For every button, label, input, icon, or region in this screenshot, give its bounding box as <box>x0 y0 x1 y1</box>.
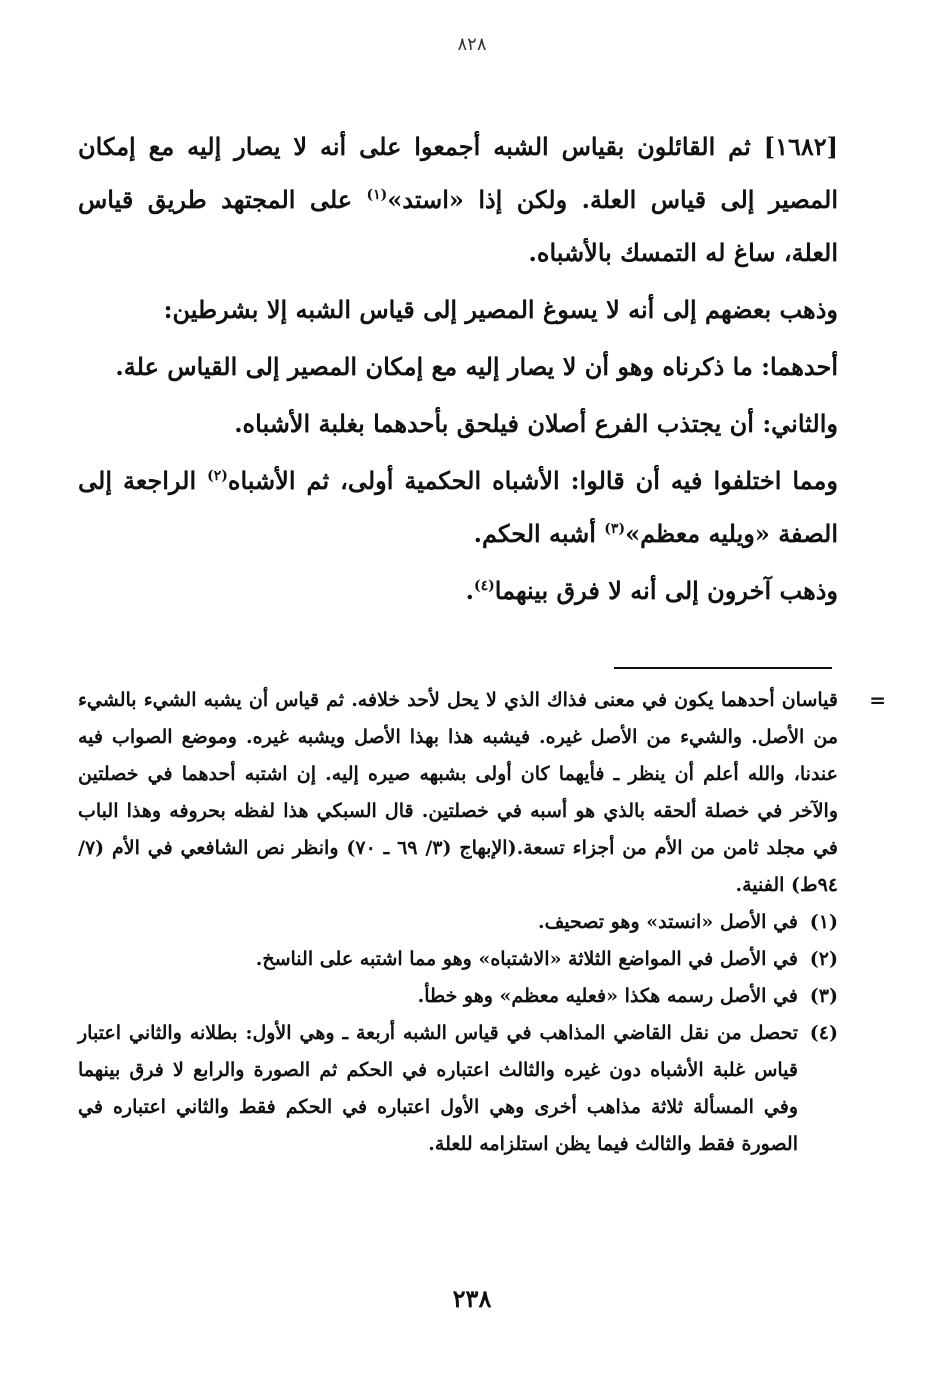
paragraph-1682 <box>78 120 838 279</box>
footnote-text: تحصل من نقل القاضي المذاهب في قياس الشبه أربعة ـ وهي الأول: بطلانه والثاني اعتبار قياس غلبة الأشباه دون غيره والثالث اعتباره في الحكم ثم الصورة والرابع لا فرق بينهما وفي المسألة ثلاثة مذاهب أخرى وهي الأول اعتباره في الحكم فقط والثاني اعتباره في الصورة فقط والثالث فيما يظن استلزامه للعلة. <box>78 1022 798 1155</box>
footnote-text: في الأصل «انستد» وهو تصحيف. <box>537 911 798 933</box>
page-header-mark: ٨٢٨ <box>457 34 487 55</box>
footnote-continuation-text: قياسان أحدهما يكون في معنى فذاك الذي لا يحل لأحد خلافه. ثم قياس أن يشبه الشيء بالشيء من الأصل. والشيء من الأصل غيره. فيشبه هذا بهذا الأصل ويشبه غيره. وموضع الصواب فيه عندنا، والله أعلم أن ينظر ـ فأيهما كان أولى بشبهه صيره إليه. إن اشتبه أحدهما في خصلتين والآخر في خصلة ألحقه بالذي هو أسبه في خصلتين. قال السبكي هذا لفظه بحروفه وهذا الباب في مجلد ثامن من الأم من أجزاء تسعة.(الإبهاج (٣/ ٦٩ ـ ٧٠) وانظر نص الشافعي في الأم (٧/ ٩٤ط) الفنية. <box>78 689 838 896</box>
paragraph <box>78 564 838 617</box>
footnote-2 <box>78 941 838 978</box>
paragraph-text: الراجعة إلى الصفة «ويليه معظم» <box>78 466 838 548</box>
footnote-text: في الأصل رسمه هكذا «فعليه معظم» وهو خطأ. <box>417 985 798 1007</box>
footnotes <box>78 682 886 1163</box>
paragraph: أحدهما: ما ذكرناه وهو أن لا يصار إليه مع إمكان المصير إلى القياس علة. <box>115 352 838 381</box>
paragraph-text: . <box>465 576 474 605</box>
continuation-mark: = <box>869 688 886 712</box>
paragraph-text: ومما اختلفوا فيه أن قالوا: الأشباه الحكمية أولى، ثم الأشباه <box>227 466 839 495</box>
paragraph-text: وذهب آخرون إلى أنه لا فرق بينهما <box>494 576 838 605</box>
paragraph-text: أشبه الحكم. <box>473 519 605 548</box>
paragraph-number: [١٦٨٢] <box>763 132 838 161</box>
footnote-text: في الأصل في المواضع الثلاثة «الاشتباه» وهو مما اشتبه على الناسخ. <box>255 948 798 970</box>
paragraph <box>78 454 838 560</box>
footnote-number: (٤) <box>809 1022 838 1044</box>
footnote-continuation <box>78 682 886 904</box>
footnote-ref: (١) <box>366 187 388 203</box>
footnote-number: (٢) <box>809 948 838 970</box>
footnote-number: (١) <box>809 911 838 933</box>
main-text <box>78 120 838 617</box>
footnote-ref: (٤) <box>473 578 495 594</box>
paragraph-text: ثم القائلون بقياس الشبه أجمعوا على أنه لا يصار إليه مع إمكان المصير إلى قياس العلة. ولكن إذا «استد» <box>78 132 838 214</box>
paragraph-text: على المجتهد طريق قياس العلة، ساغ له التمسك بالأشباه. <box>78 185 838 267</box>
paragraph: وذهب بعضهم إلى أنه لا يسوغ المصير إلى قياس الشبه إلا بشرطين: <box>163 295 838 324</box>
footnote-separator <box>614 667 832 669</box>
footnote-1 <box>78 904 838 941</box>
footnote-4 <box>78 1015 838 1163</box>
footnote-number: (٣) <box>809 985 838 1007</box>
footnote-3 <box>78 978 838 1015</box>
footnote-ref: (٢) <box>207 468 228 484</box>
page-number: ٢٣٨ <box>452 1284 492 1313</box>
footnote-ref: (٣) <box>604 521 626 537</box>
paragraph: والثاني: أن يجتذب الفرع أصلان فيلحق بأحدهما بغلبة الأشباه. <box>234 409 838 438</box>
